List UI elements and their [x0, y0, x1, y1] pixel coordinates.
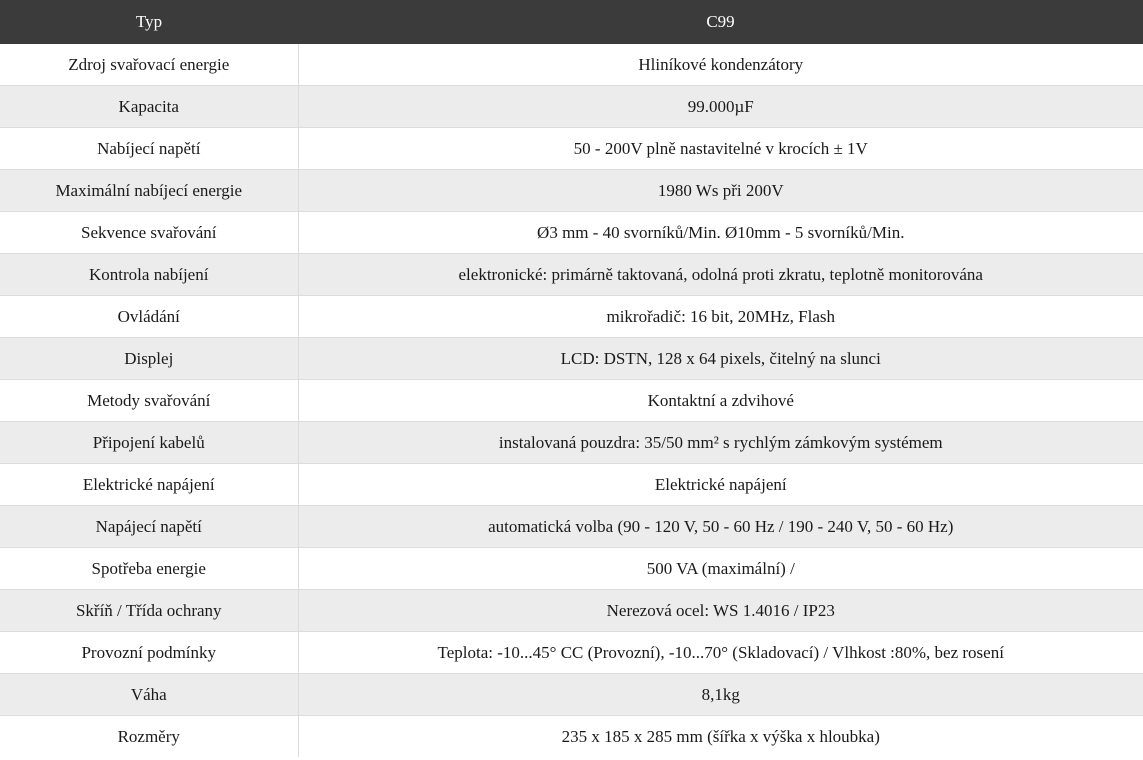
table-row: [0, 128, 1143, 170]
table-row: [0, 632, 1143, 674]
row-label: Zdroj svařovací energie: [0, 44, 298, 86]
table-row: [0, 296, 1143, 338]
row-label: Displej: [0, 338, 298, 380]
table-row: [0, 506, 1143, 548]
row-value: LCD: DSTN, 128 x 64 pixels, čitelný na slunci: [298, 338, 1143, 380]
table-row: [0, 212, 1143, 254]
row-value: Nerezová ocel: WS 1.4016 / IP23: [298, 590, 1143, 632]
row-label: Metody svařování: [0, 380, 298, 422]
row-value: 99.000µF: [298, 86, 1143, 128]
row-label: Sekvence svařování: [0, 212, 298, 254]
row-label: Nabíjecí napětí: [0, 128, 298, 170]
row-value: mikrořadič: 16 bit, 20MHz, Flash: [298, 296, 1143, 338]
row-label: Rozměry: [0, 716, 298, 758]
row-value: instalovaná pouzdra: 35/50 mm² s rychlým zámkovým systémem: [298, 422, 1143, 464]
table-row: [0, 590, 1143, 632]
row-value: Ø3 mm - 40 svorníků/Min. Ø10mm - 5 svorníků/Min.: [298, 212, 1143, 254]
spec-table-header: [0, 0, 1143, 44]
row-label: Váha: [0, 674, 298, 716]
row-value: Kontaktní a zdvihové: [298, 380, 1143, 422]
row-value: 1980 Ws při 200V: [298, 170, 1143, 212]
row-value: 235 x 185 x 285 mm (šířka x výška x hloubka): [298, 716, 1143, 758]
spec-table-body: [0, 44, 1143, 757]
row-value: elektronické: primárně taktovaná, odolná proti zkratu, teplotně monitorována: [298, 254, 1143, 296]
row-label: Maximální nabíjecí energie: [0, 170, 298, 212]
table-row: [0, 170, 1143, 212]
table-row: [0, 548, 1143, 590]
row-label: Připojení kabelů: [0, 422, 298, 464]
row-value: automatická volba (90 - 120 V, 50 - 60 Hz / 190 - 240 V, 50 - 60 Hz): [298, 506, 1143, 548]
row-value: 500 VA (maximální) /: [298, 548, 1143, 590]
row-label: Napájecí napětí: [0, 506, 298, 548]
row-label: Kontrola nabíjení: [0, 254, 298, 296]
table-row: [0, 380, 1143, 422]
row-label: Ovládání: [0, 296, 298, 338]
table-row: [0, 674, 1143, 716]
table-row: [0, 254, 1143, 296]
table-row: [0, 44, 1143, 86]
row-value: 8,1kg: [298, 674, 1143, 716]
row-value: Elektrické napájení: [298, 464, 1143, 506]
table-row: [0, 464, 1143, 506]
table-row: [0, 86, 1143, 128]
row-label: Elektrické napájení: [0, 464, 298, 506]
row-label: Provozní podmínky: [0, 632, 298, 674]
row-value: 50 - 200V plně nastavitelné v krocích ± 1V: [298, 128, 1143, 170]
header-label: Typ: [0, 0, 298, 44]
header-row: [0, 0, 1143, 44]
table-row: [0, 716, 1143, 758]
header-value: C99: [298, 0, 1143, 44]
table-row: [0, 422, 1143, 464]
row-value: Hliníkové kondenzátory: [298, 44, 1143, 86]
row-value: Teplota: -10...45° CC (Provozní), -10...70° (Skladovací) / Vlhkost :80%, bez rosení: [298, 632, 1143, 674]
row-label: Kapacita: [0, 86, 298, 128]
row-label: Skříň / Třída ochrany: [0, 590, 298, 632]
table-row: [0, 338, 1143, 380]
row-label: Spotřeba energie: [0, 548, 298, 590]
